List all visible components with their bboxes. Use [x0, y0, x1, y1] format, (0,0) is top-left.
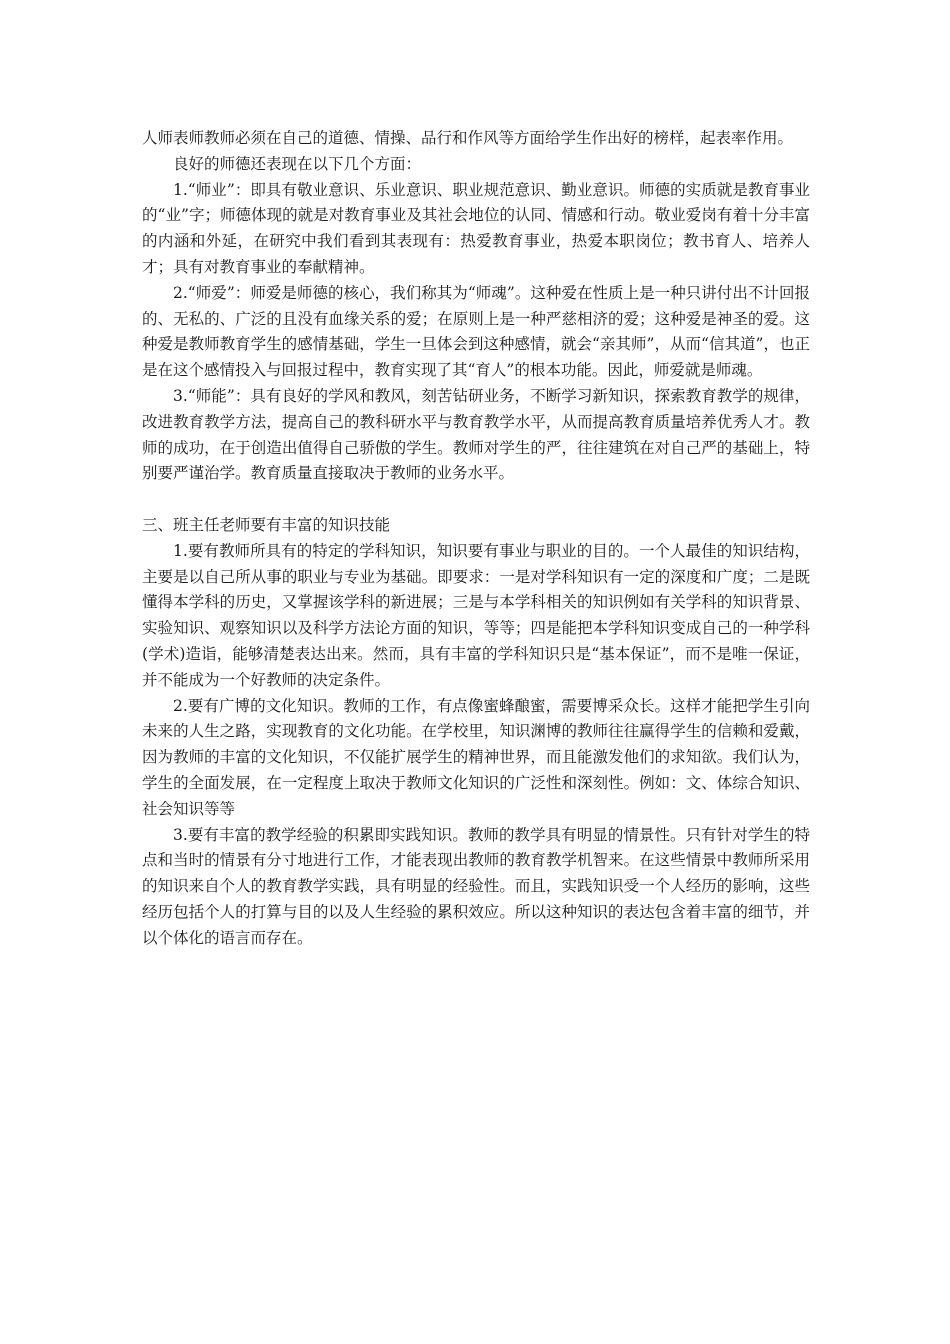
paragraph-shiye: 1.“师业”：即具有敬业意识、乐业意识、职业规范意识、勤业意识。师德的实质就是教育事业的“业”字；师德体现的就是对教育事业及其社会地位的认同、情感和行动。敬业爱岗有着十分丰富的内涵和外延，在研究中我们看到其表现有：热爱教育事业，热爱本职岗位；教书育人、培养人才；具有对教育事业的奉献精神。: [142, 180, 810, 276]
paragraph-shineng: 3.“师能”：具有良好的学风和教风，刻苦钻研业务，不断学习新知识，探索教育教学的规律，改进教育教学方法，提高自己的教科研水平与教育教学水平，从而提高教育质量培养优秀人才。教师的成功，在于创造出值得自己骄傲的学生。教师对学生的严，往往建筑在对自己严的基础上，特别要严谨治学。教育质量直接取决于教师的业务水平。: [142, 386, 810, 483]
document-page: [142, 126, 810, 952]
paragraph-intro: 良好的师德还表现在以下几个方面：: [173, 154, 422, 173]
blank-line: [142, 487, 810, 513]
section-heading: 三、班主任老师要有丰富的知识技能: [142, 515, 391, 534]
paragraph-continuation: 人师表师教师必须在自己的道德、情操、品行和作风等方面给学生作出好的榜样，起表率作用。: [142, 129, 794, 147]
paragraph-subject-knowledge: 1.要有教师所具有的特定的学科知识，知识要有事业与职业的目的。一个人最佳的知识结构，主要是以自己所从事的职业与专业为基础。即要求：一是对学科知识有一定的深度和广度；二是既懂得本学科的历史，又掌握该学科的新进展；三是与本学科相关的知识例如有关学科的知识背景、实验知识、观察知识以及科学方法论方面的知识，等等；四是能把本学科知识变成自己的一种学科(学术)造诣，能够清楚表达出来。然而，具有丰富的学科知识只是“基本保证”，而不是唯一保证，并不能成为一个好教师的决定条件。: [142, 541, 810, 689]
paragraph-shiai: 2.“师爱”：师爱是师德的核心，我们称其为“师魂”。这种爱在性质上是一种只讲付出不计回报的、无私的、广泛的且没有血缘关系的爱；在原则上是一种严慈相济的爱；这种爱是神圣的爱。这种爱是教师教育学生的感情基础，学生一旦体会到这种感情，就会“亲其师”，从而“信其道”，也正是在这个感情投入与回报过程中，教育实现了其“育人”的根本功能。因此，师爱就是师魂。: [142, 283, 810, 380]
paragraph-practical-knowledge: 3.要有丰富的教学经验的积累即实践知识。教师的教学具有明显的情景性。只有针对学生的特点和当时的情景有分寸地进行工作，才能表现出教师的教育教学机智来。在这些情景中教师所采用的知识来自个人的教育教学实践，具有明显的经验性。而且，实践知识受一个人经历的影响，这些经历包括个人的打算与目的以及人生经验的累积效应。所以这种知识的表达包含着丰富的细节，并以个体化的语言而存在。: [142, 825, 810, 947]
paragraph-cultural-knowledge: 2.要有广博的文化知识。教师的工作，有点像蜜蜂酿蜜，需要博采众长。这样才能把学生引向未来的人生之路，实现教育的文化功能。在学校里，知识渊博的教师往往赢得学生的信赖和爱戴，因为教师的丰富的文化知识，不仅能扩展学生的精神世界，而且能激发他们的求知欲。我们认为，学生的全面发展，在一定程度上取决于教师文化知识的广泛性和深刻性。例如：文、体综合知识、社会知识等等: [142, 696, 810, 818]
